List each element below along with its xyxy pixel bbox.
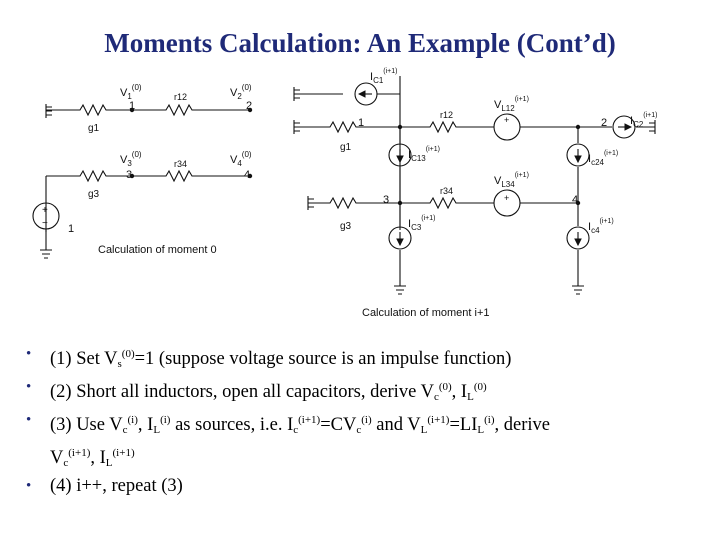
ground-icon bbox=[46, 104, 52, 118]
bullet-text-3: (3) Use $V_c^{(i)}$, $I_L^{(i)}$ as sources, i.e. $I_c^{(i+1)}=CV_c^{(i)}$ and $V_L^{(i+1)}=LI_L^{(i)}$, derive bbox=[50, 414, 550, 436]
right-circuit bbox=[294, 76, 655, 294]
source-minus: − bbox=[42, 218, 48, 229]
list-item bbox=[26, 409, 706, 442]
bullet-marker: • bbox=[26, 379, 32, 395]
label-node2: 2 bbox=[246, 100, 253, 112]
g1-resistor bbox=[300, 122, 400, 132]
bullet-text-2: (2) Short all inductors, open all capacitors, derive $V_c^{(0)}$, $I_L^{(0)}$ bbox=[50, 381, 487, 403]
label-node1: 1 bbox=[358, 117, 365, 129]
label-g1: g1 bbox=[340, 142, 352, 153]
label-ic1: $I_{C1}^{(i+1)}$ bbox=[370, 68, 398, 85]
label-r12: r12 bbox=[440, 110, 454, 120]
label-source-value: 1 bbox=[68, 223, 75, 235]
bullet-marker: • bbox=[26, 412, 32, 428]
label-vl12: $V_{L12}^{(i+1)}$ bbox=[494, 96, 529, 113]
vl34-plus: + bbox=[504, 193, 510, 203]
top-left-wire bbox=[46, 105, 250, 115]
label-v1: $V_1^{(0)}$ bbox=[120, 83, 142, 101]
label-ic2: $I_{C2}^{(i+1)}$ bbox=[630, 112, 658, 129]
label-r12: r12 bbox=[174, 92, 188, 102]
label-ic4: $I_{c4}^{(i+1)}$ bbox=[588, 218, 614, 235]
ground-icon bbox=[294, 120, 300, 134]
bullet-text-4: (4) i++, repeat (3) bbox=[50, 476, 183, 496]
label-node1: 1 bbox=[129, 100, 136, 112]
ground-icon bbox=[649, 120, 655, 134]
label-node3: 3 bbox=[126, 169, 133, 181]
list-item bbox=[26, 376, 706, 409]
bullet-marker: • bbox=[26, 346, 32, 362]
bullet-list bbox=[26, 343, 706, 498]
label-ic3: $I_{C3}^{(i+1)}$ bbox=[408, 215, 436, 232]
label-g1: g1 bbox=[88, 123, 100, 134]
ground-icon bbox=[40, 229, 52, 258]
label-v3: $V_3^{(0)}$ bbox=[120, 150, 142, 168]
bullet-marker: • bbox=[26, 478, 32, 494]
source-plus: + bbox=[42, 205, 48, 216]
label-v2: $V_2^{(0)}$ bbox=[230, 83, 252, 101]
caption-moment-0: Calculation of moment 0 bbox=[98, 244, 217, 256]
bullet-text-1: (1) Set $V_s^{(0)}=1$ (suppose voltage source is an impulse function) bbox=[50, 348, 512, 370]
label-r34: r34 bbox=[174, 159, 188, 169]
label-v4: $V_4^{(0)}$ bbox=[230, 150, 252, 168]
label-vl34: $V_{L34}^{(i+1)}$ bbox=[494, 172, 529, 189]
ground-icon bbox=[294, 87, 300, 101]
list-item bbox=[26, 475, 706, 498]
left-circuit bbox=[33, 104, 250, 258]
label-r34: r34 bbox=[440, 186, 454, 196]
label-node2: 2 bbox=[601, 117, 608, 129]
label-node4: 4 bbox=[572, 194, 579, 206]
label-g3: g3 bbox=[340, 221, 352, 232]
list-item bbox=[26, 343, 706, 376]
label-g3: g3 bbox=[88, 189, 100, 200]
bottom-left-wire bbox=[46, 171, 250, 232]
bullet-text-3-continued: $V_c^{(i+1)}$, $I_L^{(i+1)}$ bbox=[50, 447, 135, 469]
label-node4: 4 bbox=[244, 169, 251, 181]
label-node3: 3 bbox=[383, 194, 390, 206]
slide-title: Moments Calculation: An Example (Cont’d) bbox=[104, 28, 616, 58]
label-ic24: $I_{c24}^{(i+1)}$ bbox=[588, 150, 619, 167]
caption-moment-i-plus-1: Calculation of moment i+1 bbox=[362, 307, 490, 319]
vl12-plus: + bbox=[504, 115, 510, 125]
ground-icon bbox=[308, 196, 314, 210]
label-ic13: $I_{C13}^{(i+1)}$ bbox=[408, 146, 440, 163]
